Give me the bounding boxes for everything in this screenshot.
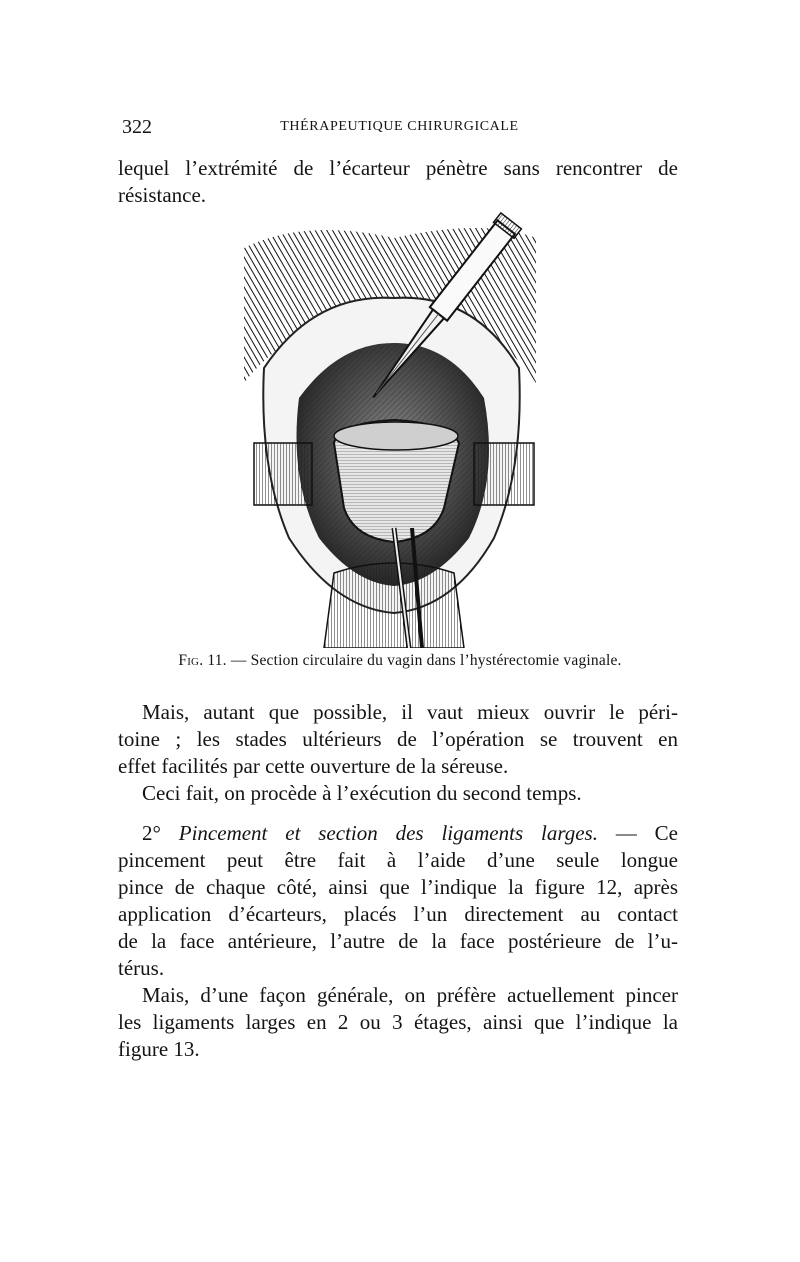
page-header (122, 116, 677, 142)
caption-text: Section circulaire du vagin dans l’hystérectomie vaginale. (250, 652, 622, 669)
intro-paragraph (118, 155, 678, 209)
text-line: pincement peut être fait à l’aide d’une seule longue (118, 848, 678, 872)
text-line: toine ; les stades ultérieurs de l’opération se trouvent en (118, 727, 678, 751)
page-number: 322 (122, 116, 152, 138)
text-line: Ceci fait, on procède à l’exécution du second temps. (142, 781, 582, 805)
figure-caption (120, 652, 680, 670)
text-line: résistance. (118, 183, 207, 207)
running-title: THÉRAPEUTIQUE CHIRURGICALE (280, 119, 519, 134)
section-heading: Pincement et section des ligaments larges. (178, 821, 598, 845)
text-line: lequel l’extrémité de l’écarteur pénètre sans rencontrer de (118, 156, 678, 180)
paragraph-3 (118, 820, 678, 982)
paragraph-1 (118, 699, 678, 780)
text-line: térus. (118, 956, 165, 980)
caption-separator: — (226, 652, 251, 669)
text-line: Mais, d’une façon générale, on préfère actuellement pincer (142, 983, 678, 1007)
text-line: Mais, autant que possible, il vaut mieux ouvrir le péri- (142, 700, 678, 724)
text-line (118, 820, 678, 847)
section-number: 2° (142, 821, 161, 845)
paragraph-4 (118, 982, 678, 1063)
text-line: pince de chaque côté, ainsi que l’indique la figure 12, après (118, 875, 678, 899)
text-line: application d’écarteurs, placés l’un directement au contact (118, 902, 678, 926)
paragraph-2 (118, 780, 678, 807)
text-line: de la face antérieure, l’autre de la face postérieure de l’u- (118, 929, 678, 953)
text-line: figure 13. (118, 1037, 200, 1061)
text-fragment: — Ce (597, 821, 678, 845)
surgical-engraving (244, 208, 538, 648)
surgical-illustration (244, 208, 538, 648)
figure-label: Fig. 11. (178, 652, 227, 669)
text-line: effet facilités par cette ouverture de la séreuse. (118, 754, 509, 778)
text-line: les ligaments larges en 2 ou 3 étages, ainsi que l’indique la (118, 1010, 678, 1034)
